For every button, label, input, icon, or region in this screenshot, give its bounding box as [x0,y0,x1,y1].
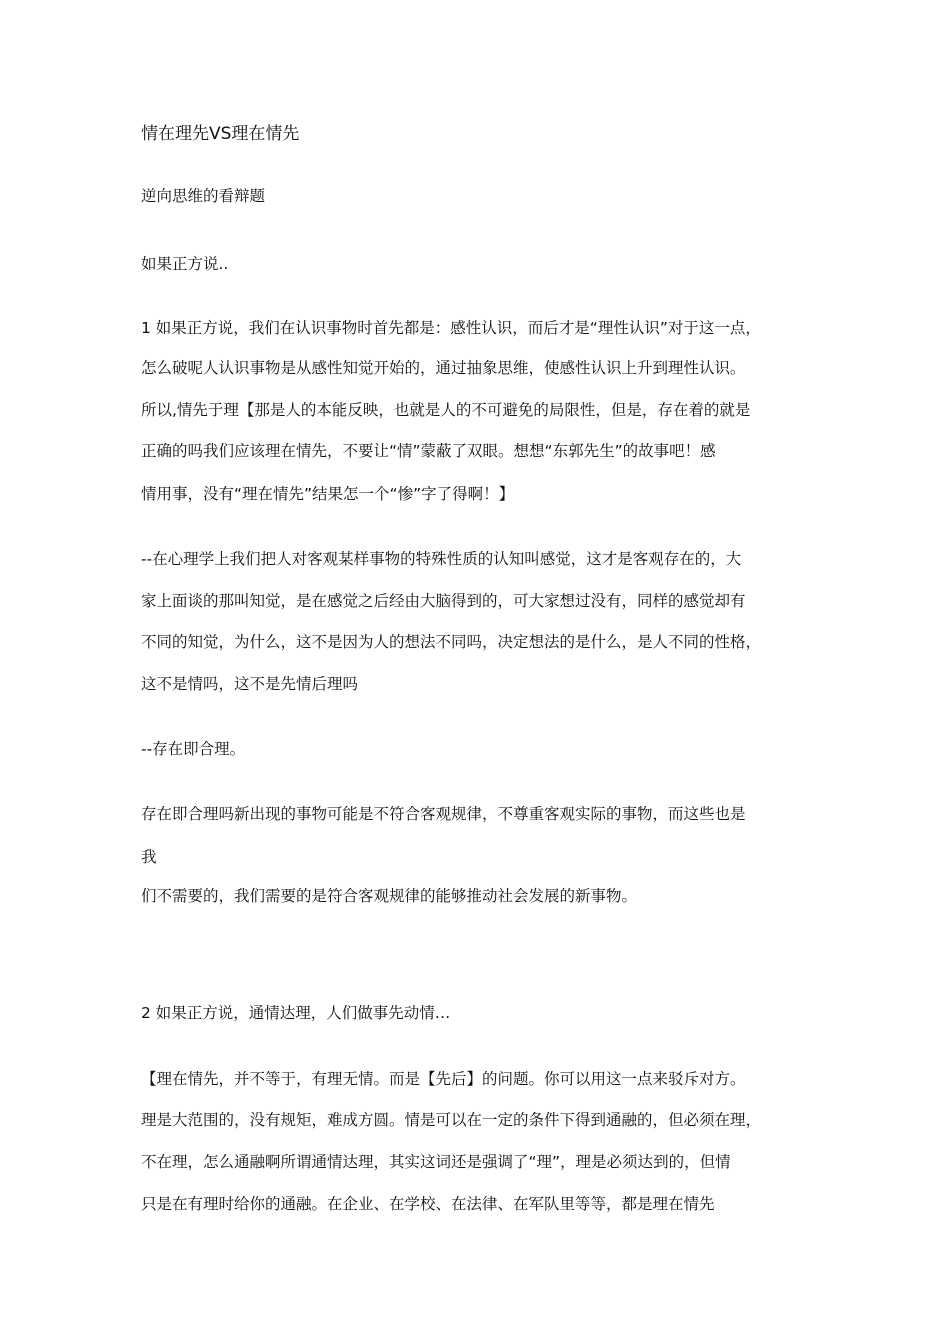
para2-line: 不同的知觉，为什么，这不是因为人的想法不同吗，决定想法的是什么，是人不同的性格， [141,633,762,651]
doc-title: 情在理先VS理在情先 [141,124,300,144]
para4-line: 我 [141,848,157,866]
para2-line: --在心理学上我们把人对客观某样事物的特殊性质的认知叫感觉，这才是客观存在的，大 [141,550,742,568]
section1-line: 情用事，没有“理在情先”结果怎一个“惨”字了得啊！】 [141,485,515,503]
para2-line: 这不是情吗，这不是先情后理吗 [141,675,359,693]
intro-line: 如果正方说.. [141,255,229,273]
para2-line: 家上面谈的那叫知觉，是在感觉之后经由大脑得到的，可大家想过没有，同样的感觉却有 [141,592,746,610]
section2-line: 只是在有理时给你的通融。在企业、在学校、在法律、在军队里等等，都是理在情先 [141,1195,715,1213]
para3-line: --存在即合理。 [141,740,246,758]
doc-subtitle: 逆向思维的看辩题 [141,187,266,205]
section2-heading: 2 如果正方说，通情达理，人们做事先动情… [141,1004,451,1022]
section1-line: 正确的吗我们应该理在情先，不要让“情”蒙蔽了双眼。想想“东郭先生”的故事吧！感 [141,442,716,460]
section1-line: 所以,情先于理【那是人的本能反映，也就是人的不可避免的局限性，但是，存在着的就是 [141,401,751,419]
section1-line: 1 如果正方说，我们在认识事物时首先都是：感性认识，而后才是“理性认识”对于这一点， [141,319,761,337]
section2-line: 不在理，怎么通融啊所谓通情达理，其实这词还是强调了“理”，理是必须达到的，但情 [141,1153,731,1171]
section2-line: 理是大范围的，没有规矩，难成方圆。情是可以在一定的条件下得到通融的，但必须在理， [141,1111,762,1129]
para4-line: 存在即合理吗新出现的事物可能是不符合客观规律，不尊重客观实际的事物，而这些也是 [141,805,746,823]
para4-line: 们不需要的，我们需要的是符合客观规律的能够推动社会发展的新事物。 [141,887,638,905]
section2-line: 【理在情先，并不等于，有理无情。而是【先后】的问题。你可以用这一点来驳斥对方。 [141,1070,746,1088]
section1-line: 怎么破呢人认识事物是从感性知觉开始的，通过抽象思维，使感性认识上升到理性认识。 [141,359,746,377]
